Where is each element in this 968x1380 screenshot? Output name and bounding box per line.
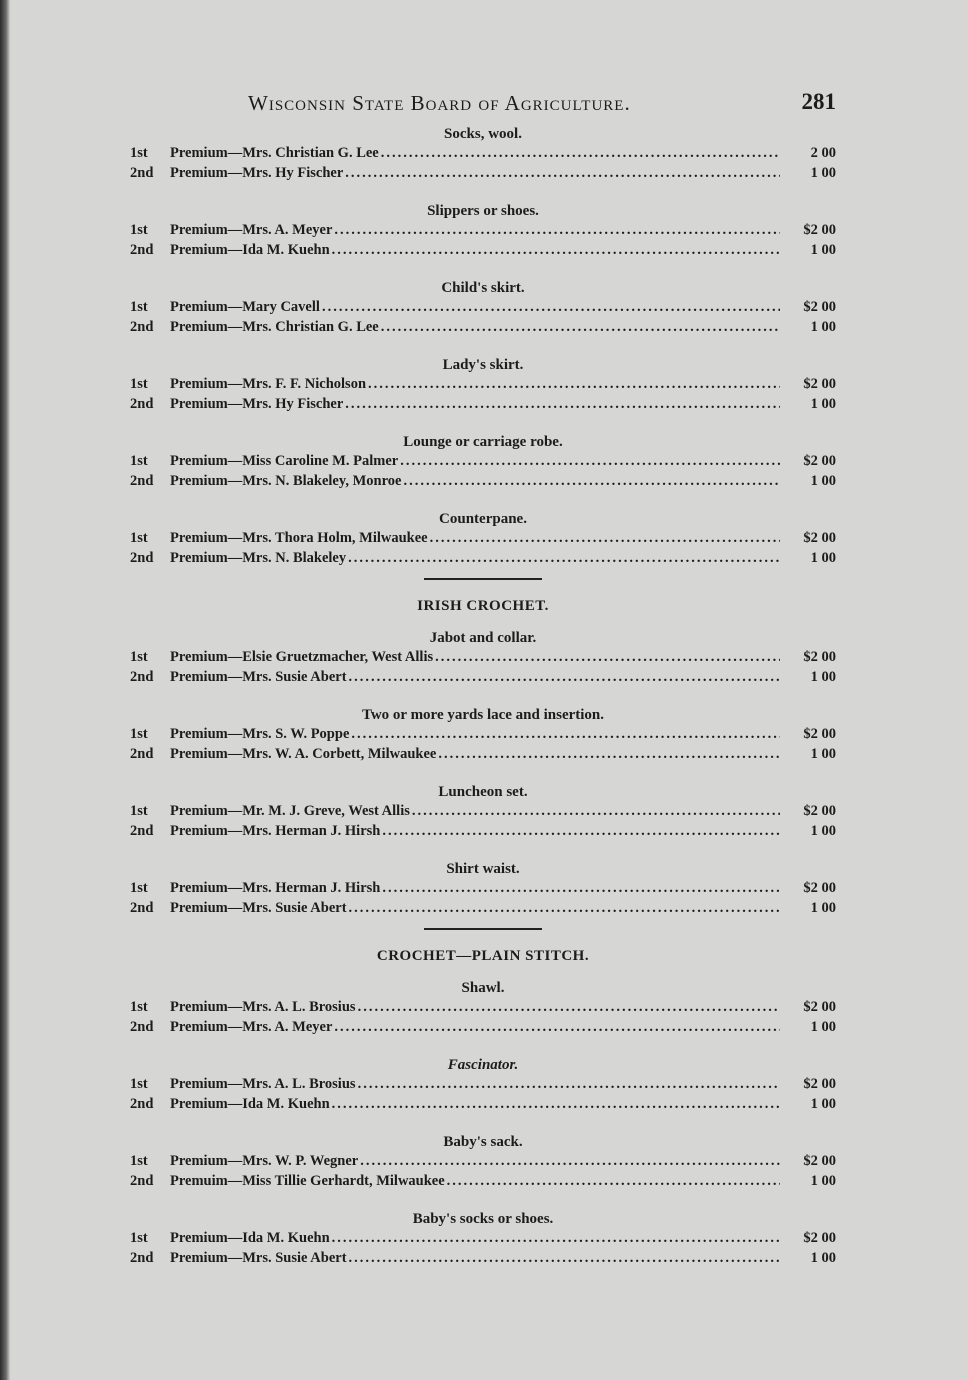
award-place: 2nd xyxy=(130,164,154,181)
award-row xyxy=(130,144,836,164)
dot-leader xyxy=(332,1229,780,1249)
award-place: 2nd xyxy=(130,1172,154,1189)
award-row xyxy=(130,298,836,318)
dot-leader xyxy=(348,549,780,569)
award-row xyxy=(130,1095,836,1115)
page-binding-edge xyxy=(0,0,10,1380)
dot-leader xyxy=(381,318,780,338)
dot-leader xyxy=(349,668,780,688)
award-row xyxy=(130,1249,836,1269)
award-category xyxy=(130,356,836,414)
page xyxy=(130,85,836,1287)
category-title: Shirt waist. xyxy=(446,861,520,877)
award-winner: Premium—Mrs. Hy Fischer xyxy=(170,395,344,412)
award-place: 1st xyxy=(130,880,148,896)
award-category xyxy=(130,125,836,183)
award-amount: $2 00 xyxy=(803,530,836,546)
award-category xyxy=(130,860,836,918)
dot-leader xyxy=(412,802,780,822)
running-head xyxy=(130,85,836,125)
award-place: 2nd xyxy=(130,472,154,489)
award-row xyxy=(130,452,836,472)
award-category xyxy=(130,433,836,491)
award-place: 1st xyxy=(130,376,148,392)
award-amount: 1 00 xyxy=(810,395,836,412)
category-title: Two or more yards lace and insertion. xyxy=(361,707,605,723)
dot-leader xyxy=(400,452,780,472)
award-amount: 1 00 xyxy=(810,318,836,335)
award-winner: Premium—Mrs. N. Blakeley, Monroe xyxy=(170,472,402,489)
award-place: 1st xyxy=(130,530,148,546)
award-row xyxy=(130,395,836,415)
award-place: 2nd xyxy=(130,549,154,566)
award-amount: 1 00 xyxy=(810,472,836,489)
award-winner: Premium—Mrs. Susie Abert xyxy=(170,668,347,685)
award-place: 2nd xyxy=(130,899,154,916)
award-amount: $2 00 xyxy=(803,1076,836,1092)
award-row xyxy=(130,725,836,745)
category-title: Child's skirt. xyxy=(441,280,525,296)
award-amount: 1 00 xyxy=(810,1018,836,1035)
dot-leader xyxy=(358,1075,780,1095)
dot-leader xyxy=(360,1152,780,1172)
award-winner: Premium—Mrs. Thora Holm, Milwaukee xyxy=(170,530,428,546)
award-winner: Premium—Elsie Gruetzmacher, West Allis xyxy=(170,649,434,665)
dot-leader xyxy=(368,375,780,395)
award-winner: Premium—Mrs. F. F. Nicholson xyxy=(170,376,367,392)
award-category xyxy=(130,1056,836,1114)
award-row xyxy=(130,549,836,569)
award-winner: Premium—Mrs. A. L. Brosius xyxy=(170,999,356,1015)
dot-leader xyxy=(382,879,780,899)
category-title: Baby's sack. xyxy=(443,1134,523,1150)
award-winner: Premium—Mrs. W. P. Wegner xyxy=(170,1153,359,1169)
award-place: 1st xyxy=(130,299,148,315)
award-place: 2nd xyxy=(130,822,154,839)
award-place: 1st xyxy=(130,453,148,469)
award-amount: 2 00 xyxy=(810,145,836,161)
section-heading: CROCHET—PLAIN STITCH. xyxy=(376,948,590,964)
award-winner: Premium—Mrs. Susie Abert xyxy=(170,899,347,916)
category-title: Baby's socks or shoes. xyxy=(412,1211,554,1227)
award-winner: Premuim—Miss Tillie Gerhardt, Milwaukee xyxy=(170,1172,445,1189)
award-category xyxy=(130,1133,836,1191)
award-amount: $2 00 xyxy=(803,726,836,742)
award-category xyxy=(130,629,836,687)
dot-leader xyxy=(430,529,780,549)
running-title: Wisconsin State Board of Agriculture. xyxy=(248,91,631,115)
section-heading: IRISH CROCHET. xyxy=(417,598,549,614)
category-title: Slippers or shoes. xyxy=(427,203,539,219)
award-category xyxy=(130,279,836,337)
dot-leader xyxy=(345,164,780,184)
award-place: 2nd xyxy=(130,318,154,335)
award-row xyxy=(130,472,836,492)
award-row xyxy=(130,241,836,261)
dot-leader xyxy=(334,221,780,241)
award-row xyxy=(130,899,836,919)
award-amount: 1 00 xyxy=(810,1249,836,1266)
category-title: Luncheon set. xyxy=(438,784,528,800)
category-title: Shawl. xyxy=(461,980,505,996)
award-place: 1st xyxy=(130,649,148,665)
category-title: Jabot and collar. xyxy=(429,630,537,646)
award-place: 2nd xyxy=(130,745,154,762)
dot-leader xyxy=(332,241,780,261)
award-place: 1st xyxy=(130,1230,148,1246)
award-amount: 1 00 xyxy=(810,549,836,566)
award-place: 1st xyxy=(130,803,148,819)
award-row xyxy=(130,802,836,822)
award-amount: $2 00 xyxy=(803,803,836,819)
category-title: Lounge or carriage robe. xyxy=(403,434,563,450)
award-winner: Premium—Mary Cavell xyxy=(170,299,320,315)
dot-leader xyxy=(438,745,780,765)
award-amount: $2 00 xyxy=(803,1153,836,1169)
award-place: 1st xyxy=(130,726,148,742)
award-winner: Premium—Mrs. A. Meyer xyxy=(170,222,333,238)
premium-list xyxy=(130,125,836,1268)
section xyxy=(130,948,836,1268)
dot-leader xyxy=(332,1095,780,1115)
award-winner: Premium—Mrs. Herman J. Hirsh xyxy=(170,880,381,896)
award-amount: $2 00 xyxy=(803,376,836,392)
dot-leader xyxy=(447,1172,780,1192)
award-place: 2nd xyxy=(130,1018,154,1035)
award-place: 2nd xyxy=(130,395,154,412)
award-row xyxy=(130,648,836,668)
award-amount: $2 00 xyxy=(803,649,836,665)
award-amount: 1 00 xyxy=(810,822,836,839)
award-row xyxy=(130,879,836,899)
award-winner: Premium—Mrs. N. Blakeley xyxy=(170,549,347,566)
award-row xyxy=(130,998,836,1018)
award-row xyxy=(130,1229,836,1249)
dot-leader xyxy=(435,648,780,668)
award-row xyxy=(130,745,836,765)
award-amount: 1 00 xyxy=(810,241,836,258)
section xyxy=(130,598,836,918)
dot-leader xyxy=(322,298,780,318)
award-amount: 1 00 xyxy=(810,745,836,762)
award-winner: Premium—Miss Caroline M. Palmer xyxy=(170,453,399,469)
award-row xyxy=(130,668,836,688)
award-winner: Premium—Mrs. Susie Abert xyxy=(170,1249,347,1266)
award-row xyxy=(130,1018,836,1038)
award-amount: 1 00 xyxy=(810,668,836,685)
page-number: 281 xyxy=(801,89,836,114)
award-winner: Premium—Mrs. A. L. Brosius xyxy=(170,1076,356,1092)
award-amount: $2 00 xyxy=(803,1230,836,1246)
award-category xyxy=(130,1210,836,1268)
award-winner: Premium—Mrs. Herman J. Hirsh xyxy=(170,822,381,839)
award-place: 1st xyxy=(130,222,148,238)
dot-leader xyxy=(358,998,780,1018)
award-amount: $2 00 xyxy=(803,880,836,896)
award-row xyxy=(130,1075,836,1095)
award-amount: $2 00 xyxy=(803,299,836,315)
dot-leader xyxy=(349,899,780,919)
award-winner: Premium—Mrs. W. A. Corbett, Milwaukee xyxy=(170,745,437,762)
award-place: 2nd xyxy=(130,1249,154,1266)
award-category xyxy=(130,979,836,1037)
category-title: Counterpane. xyxy=(439,511,527,527)
award-category xyxy=(130,783,836,841)
dot-leader xyxy=(349,1249,780,1269)
category-title: Fascinator. xyxy=(447,1057,519,1073)
award-amount: $2 00 xyxy=(803,453,836,469)
award-winner: Premium—Mrs. Christian G. Lee xyxy=(170,318,379,335)
award-amount: 1 00 xyxy=(810,899,836,916)
award-winner: Premium—Ida M. Kuehn xyxy=(170,241,330,258)
award-winner: Premium—Mr. M. J. Greve, West Allis xyxy=(170,803,410,819)
award-winner: Premium—Mrs. Christian G. Lee xyxy=(170,145,379,161)
award-winner: Premium—Ida M. Kuehn xyxy=(170,1095,330,1112)
award-row xyxy=(130,1172,836,1192)
award-winner: Premium—Mrs. Hy Fischer xyxy=(170,164,344,181)
section xyxy=(130,125,836,568)
award-amount: 1 00 xyxy=(810,164,836,181)
award-category xyxy=(130,202,836,260)
award-row xyxy=(130,529,836,549)
award-place: 1st xyxy=(130,145,148,161)
dot-leader xyxy=(334,1018,780,1038)
award-winner: Premium—Ida M. Kuehn xyxy=(170,1230,330,1246)
award-winner: Premium—Mrs. S. W. Poppe xyxy=(170,726,350,742)
award-place: 1st xyxy=(130,1076,148,1092)
award-winner: Premium—Mrs. A. Meyer xyxy=(170,1018,333,1035)
award-amount: $2 00 xyxy=(803,999,836,1015)
award-amount: 1 00 xyxy=(810,1095,836,1112)
dot-leader xyxy=(382,822,780,842)
award-place: 1st xyxy=(130,1153,148,1169)
award-category xyxy=(130,510,836,568)
category-title: Lady's skirt. xyxy=(442,357,524,373)
award-row xyxy=(130,164,836,184)
award-amount: 1 00 xyxy=(810,1172,836,1189)
section-divider xyxy=(424,928,542,930)
award-place: 2nd xyxy=(130,668,154,685)
award-row xyxy=(130,318,836,338)
category-title: Socks, wool. xyxy=(444,126,522,142)
dot-leader xyxy=(351,725,780,745)
award-place: 1st xyxy=(130,999,148,1015)
award-row xyxy=(130,822,836,842)
award-place: 2nd xyxy=(130,241,154,258)
award-row xyxy=(130,375,836,395)
award-row xyxy=(130,1152,836,1172)
dot-leader xyxy=(403,472,780,492)
dot-leader xyxy=(345,395,780,415)
section-divider xyxy=(424,578,542,580)
award-category xyxy=(130,706,836,764)
award-place: 2nd xyxy=(130,1095,154,1112)
award-row xyxy=(130,221,836,241)
dot-leader xyxy=(381,144,780,164)
award-amount: $2 00 xyxy=(803,222,836,238)
